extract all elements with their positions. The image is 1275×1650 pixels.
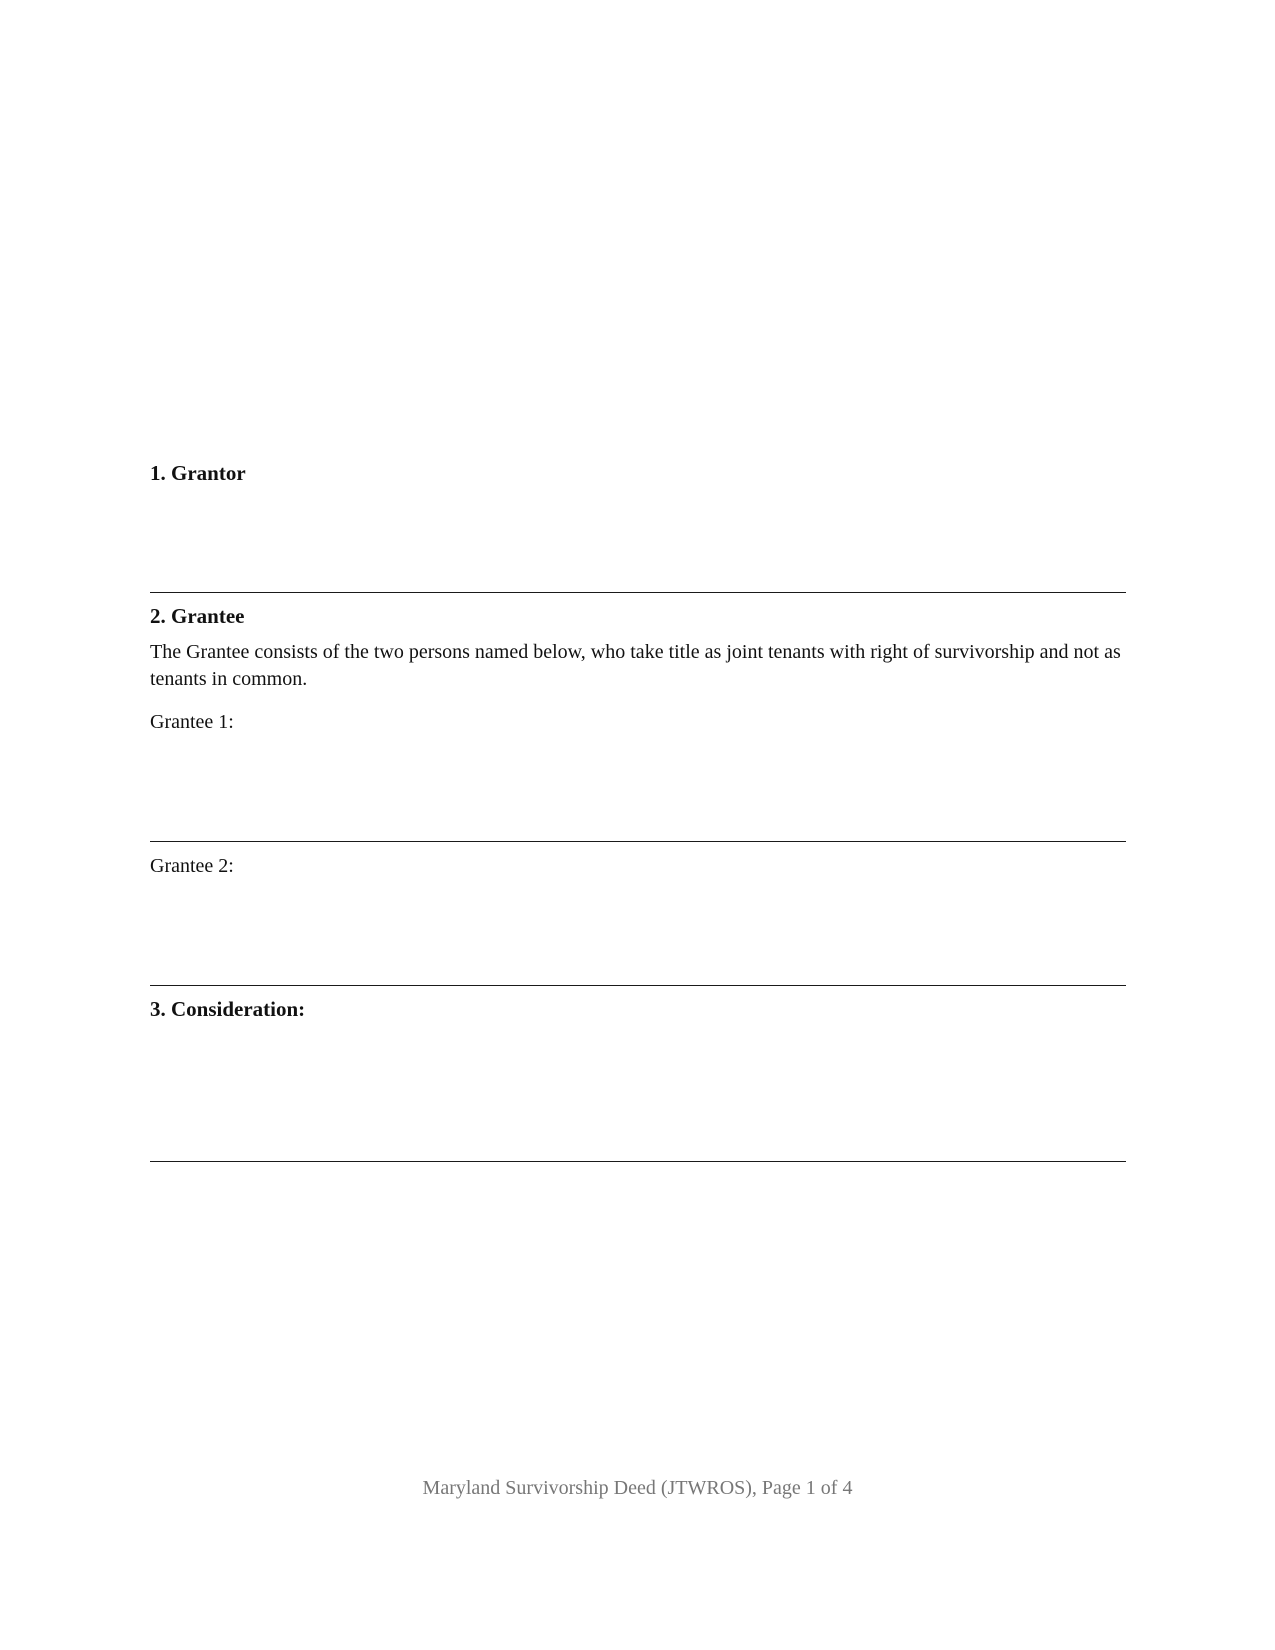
page-footer: Maryland Survivorship Deed (JTWROS), Page 1 of 4 [422, 1477, 853, 1499]
grantee-heading: 2. Grantee [150, 604, 245, 628]
grantee-2-label: Grantee 2: [150, 855, 234, 877]
grantee-2-line [150, 985, 1126, 986]
grantee-description: The Grantee consists of the two persons named below, who take title as joint tenants with right of survivorship and not as tenants in common. [150, 641, 1121, 690]
consideration-line [150, 1161, 1126, 1162]
grantor-signature-line [150, 592, 1126, 593]
grantee-1-label: Grantee 1: [150, 711, 234, 733]
grantee-1-line [150, 841, 1126, 842]
grantor-heading: 1. Grantor [150, 461, 246, 485]
consideration-heading: 3. Consideration: [150, 997, 306, 1021]
